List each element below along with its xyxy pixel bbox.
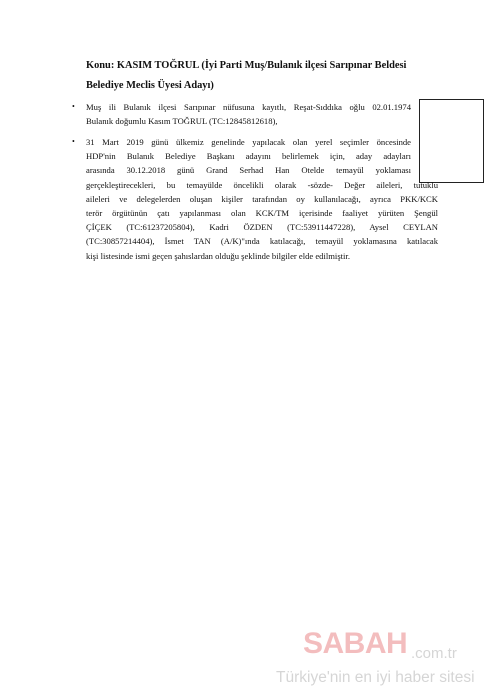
bullet-item — [72, 135, 438, 263]
text-line: HDP'nin Bulanık Belediye Başkanı adayını belirlemek için, aday adayları — [86, 151, 411, 162]
bullet-item — [72, 100, 411, 128]
bullet-icon: • — [72, 102, 75, 111]
text-line: 31 Mart 2019 günü ülkemiz genelinde yapılacak olan yerel seçimler öncesinde — [86, 137, 411, 147]
sabah-logo-watermark: SABAH — [303, 627, 408, 660]
text-line: Muş ili Bulanık ilçesi Sarıpınar nüfusuna kayıtlı, Reşat-Sıddıka oğlu 02.01.1974 — [86, 102, 411, 112]
text-line: arasında 30.12.2018 günü Grand Serhad Han Otelde temayül yoklaması — [86, 165, 411, 176]
text-line: kişi listesinde ismi geçen şahıslardan olduğu şeklinde bilgiler elde edilmiştir. — [86, 250, 350, 261]
title-line: Konu: KASIM TOĞRUL (İyi Parti Muş/Bulanık ilçesi Sarıpınar Beldesi — [86, 60, 407, 71]
text-line: Bulanık doğumlu Kasım TOĞRUL (TC:12845812618), — [86, 116, 278, 127]
document-title — [86, 56, 438, 96]
text-line: aileleri ve delegelerden oluşan kişiler tarafından oy kullanılacağı, ayrıca PKK/KCK — [86, 193, 438, 204]
text-line: ÇİÇEK (TC:61237205804), Kadri ÖZDEN (TC:53911447228), Aysel CEYLAN — [86, 222, 438, 233]
bullet-icon: • — [72, 137, 75, 146]
watermark-tagline: Türkiye'nin en iyi haber sitesi — [276, 669, 475, 686]
text-line: gerçekleştirecekleri, bu temayülde öncelikli olarak -sözde- Değer aileleri, tutuklu — [86, 179, 438, 190]
text-line: (TC:30857214404), İsmet TAN (A/K)"ında katılacağı, temayül yoklamasına katılacak — [86, 236, 438, 247]
watermark-domain: .com.tr — [411, 645, 457, 662]
text-line: terör örgütünün çatı yapılanması olan KCK/TM içerisinde faaliyet yürüten Şengül — [86, 208, 438, 219]
title-line: Belediye Meclis Üyesi Adayı) — [86, 80, 214, 91]
